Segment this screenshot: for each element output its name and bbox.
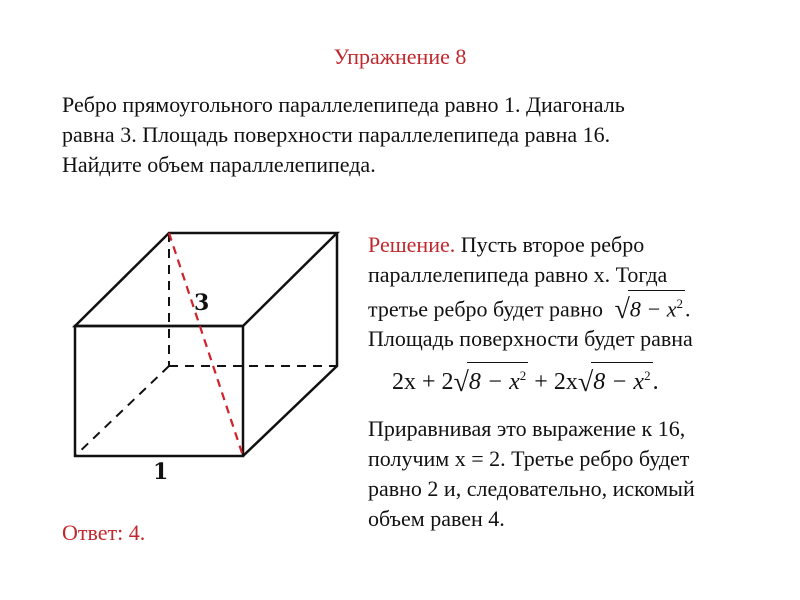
solution-line: Площадь поверхности будет равна [368,326,693,352]
edge-length-label: 1 [153,459,169,485]
sqrt-expression [578,362,653,402]
sqrt-expression [615,290,686,324]
exponent: 2 [519,368,527,383]
solution-line: третье ребро будет равно [368,296,603,322]
solution-line: Пусть второе ребро [455,232,645,257]
solution-line: параллелепипеда равно x. Тогда [368,262,668,287]
conclusion-line: получим x = 2. Третье ребро будет [368,446,690,471]
problem-line: равна 3. Площадь поверхности параллелепипеда равна 16. [62,122,611,147]
formula-end: . [652,369,659,395]
space-diagonal [169,233,243,456]
right-edges [243,233,337,456]
hidden-edge-depth [75,366,169,456]
formula-part: + 2x [528,369,578,395]
conclusion-line: объем равен 4. [368,506,505,531]
radical-sign-icon: √ [453,367,469,398]
conclusion-line: Приравнивая это выражение к 16, [368,416,686,441]
sqrt-expression [454,362,529,402]
conclusion-text [368,414,788,534]
radical-sign-icon: √ [577,367,594,398]
problem-line: Ребро прямоугольного параллелепипеда равно 1. Диагональ [62,92,625,117]
problem-line: Найдите объем параллелепипеда. [62,152,376,177]
exercise-title: Упражнение 8 [333,44,467,69]
radicand: 8 − x [593,369,645,395]
front-face [75,326,243,456]
exponent: 2 [644,368,651,383]
radicand: 8 − x [629,296,677,322]
solution-period: . [685,296,691,322]
solution-text [368,230,788,354]
exponent: 2 [676,296,683,311]
radical-sign-icon: √ [614,294,630,326]
formula-part: 2x + 2 [392,369,454,395]
conclusion-line: равно 2 и, следовательно, искомый [368,476,695,501]
answer: Ответ: 4. [62,520,146,545]
radicand: 8 − x [468,369,520,395]
diagonal-length-label: 3 [194,290,210,316]
solution-heading: Решение. [368,232,456,257]
surface-area-formula [392,362,659,402]
